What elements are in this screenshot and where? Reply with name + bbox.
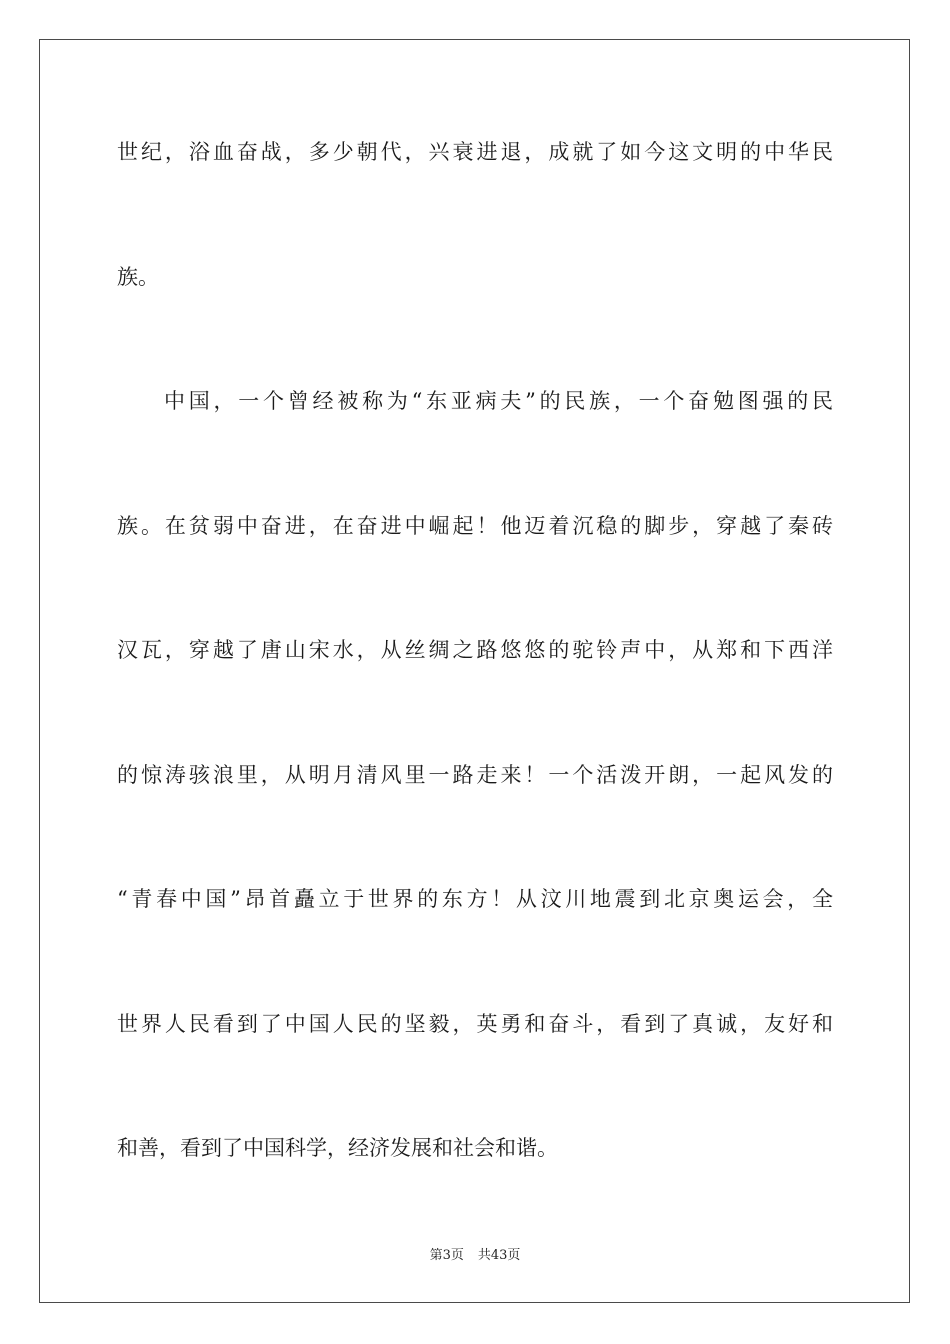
page-border — [39, 39, 910, 1303]
text-line-2: 族。 — [117, 265, 159, 289]
page-footer — [0, 1247, 950, 1265]
paragraph-start-line: 中国，一个曾经被称为“东亚病夫”的民族，一个奋勉图强的民 — [164, 389, 833, 413]
text-line-5: 汉瓦，穿越了唐山宋水，从丝绸之路悠悠的驼铃声中，从郑和下西洋 — [117, 638, 833, 662]
page-number: 第3页 — [429, 1248, 464, 1263]
text-line-6: 的惊涛骇浪里，从明月清风里一路走来！一个活泼开朗，一起风发的 — [117, 763, 833, 787]
text-line-8: 世界人民看到了中国人民的坚毅，英勇和奋斗，看到了真诚，友好和 — [117, 1012, 833, 1036]
text-line-7: “青春中国”昂首矗立于世界的东方！从汶川地震到北京奥运会，全 — [117, 887, 833, 911]
total-pages: 共43页 — [477, 1248, 521, 1263]
text-line-1: 世纪，浴血奋战，多少朝代，兴衰进退，成就了如今这文明的中华民 — [117, 140, 833, 164]
text-line-9: 和善，看到了中国科学，经济发展和社会和谐。 — [117, 1136, 558, 1160]
text-line-4: 族。在贫弱中奋进，在奋进中崛起！他迈着沉稳的脚步，穿越了秦砖 — [117, 514, 833, 538]
